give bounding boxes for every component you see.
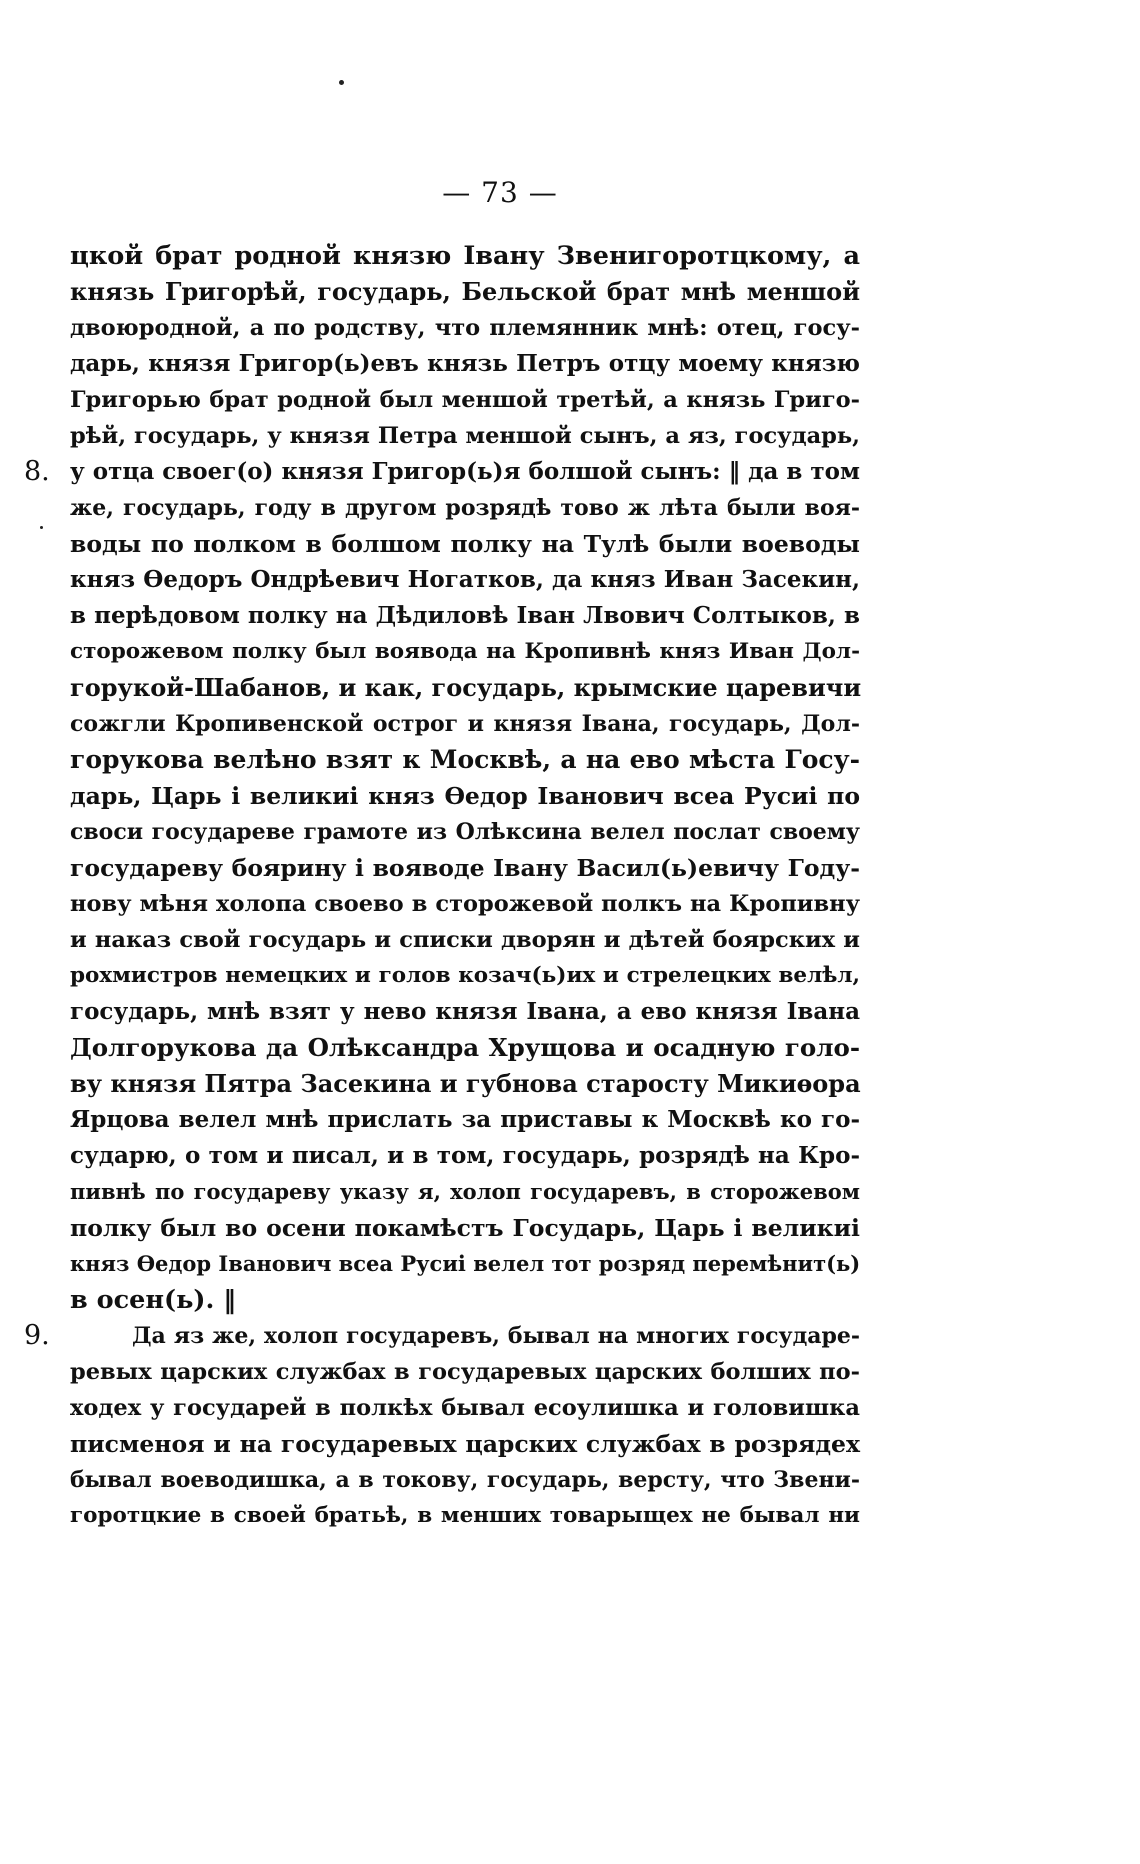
text-line: рохмистров немецких и голов козач(ь)их и стрелецких велѣл, <box>70 963 860 988</box>
text-line: горотцкие в своей братьѣ, в менших товарыщех не бывал ни <box>70 1503 860 1528</box>
text-line: цкой брат родной князю Івану Звенигоротцкому, а <box>70 241 860 271</box>
text-line: ревых царских службах в государевых царских болших по- <box>70 1359 860 1385</box>
text-line: горукой-Шабанов, и как, государь, крымские царевичи <box>70 673 862 702</box>
text-line: сударю, о том и писал, и в том, государь, розрядѣ на Кро- <box>70 1142 860 1169</box>
text-line: в перѣдовом полку на Дѣдиловѣ Іван Лвович Солтыков, в <box>70 602 860 629</box>
text-line: дарь, князя Григор(ь)евъ князь Петръ отцу моему князю <box>70 350 860 377</box>
text-line: у отца своег(о) князя Григор(ь)я болшой сынъ: ‖ да в том <box>70 458 860 485</box>
text-line: пивнѣ по государеву указу я, холоп государевъ, в сторожевом <box>70 1179 860 1204</box>
text-line: рѣй, государь, у князя Петра меншой сынъ, а яз, государь, <box>70 423 860 449</box>
body-text <box>24 238 862 1534</box>
text-line: в осен(ь). ‖ <box>70 1285 236 1315</box>
text-line: ву князя Пятра Засекина и губнова старосту Микиѳора <box>70 1069 861 1098</box>
text-line: двоюродной, а по родству, что племянник мнѣ: отец, госу- <box>70 315 860 341</box>
text-line: сторожевом полку был воявода на Кропивнѣ княз Иван Дол- <box>70 639 860 664</box>
text-line: воды по полком в болшом полку на Тулѣ были воеводы <box>70 530 860 558</box>
text-line: княз Ѳедоръ Ондрѣевич Ногатков, да княз Иван Засекин, <box>70 566 860 593</box>
text-line: ходех у государей в полкѣх бывал есоулишка и головишка <box>70 1395 860 1421</box>
print-speck <box>40 526 43 529</box>
text-line: бывал воеводишка, а в токову, государь, версту, что Звени- <box>70 1467 860 1493</box>
text-line: князь Григорѣй, государь, Бельской брат мнѣ меншой <box>70 277 860 306</box>
text-line: Ярцова велел мнѣ прислать за приставы к Москвѣ ко го- <box>70 1106 860 1133</box>
text-line: Долгорукова да Олѣксандра Хрущова и осадную голо- <box>70 1033 860 1062</box>
text-line: сожгли Кропивенской острог и князя Івана, государь, Дол- <box>70 711 860 737</box>
print-speck <box>339 80 344 85</box>
text-line: горукова велѣно взят к Москвѣ, а на ево мѣста Госу- <box>70 745 860 774</box>
text-line: же, государь, году в другом розрядѣ тово ж лѣта были воя- <box>70 495 860 521</box>
text-line: княз Ѳедор Іванович всеа Русиі велел тот розряд перемѣнит(ь) <box>70 1251 861 1276</box>
text-line: государь, мнѣ взят у нево князя Івана, а ево князя Івана <box>70 998 860 1025</box>
text-line: и наказ свой государь и списки дворян и дѣтей боярских и <box>70 927 860 953</box>
paragraph-8-line <box>24 454 860 490</box>
text-line: дарь, Царь і великиі княз Ѳедор Іванович всеа Русиі по <box>70 782 860 810</box>
paragraph-marker-8: 8. <box>24 456 50 487</box>
text-line: государеву боярину і вояводе Івану Васил(ь)евичу Году- <box>70 854 860 882</box>
text-line: своси государеве грамоте из Олѣксина велел послат своему <box>70 819 860 845</box>
text-line: писменоя и на государевых царских службах в розрядех <box>70 1430 860 1458</box>
text-line: полку был во осени покамѣстъ Государь, Царь і великиі <box>70 1214 860 1242</box>
paragraph-marker-9: 9. <box>24 1320 50 1351</box>
text-line: Григорью брат родной был меншой третѣй, а князь Григо- <box>70 387 860 413</box>
text-line: нову мѣня холопа своево в сторожевой полкъ на Кропивну <box>70 891 860 917</box>
page-number: — 73 — <box>442 176 558 209</box>
text-line: Да яз же, холоп государевъ, бывал на многих государе- <box>132 1323 860 1349</box>
paragraph-9-line <box>24 1318 860 1354</box>
